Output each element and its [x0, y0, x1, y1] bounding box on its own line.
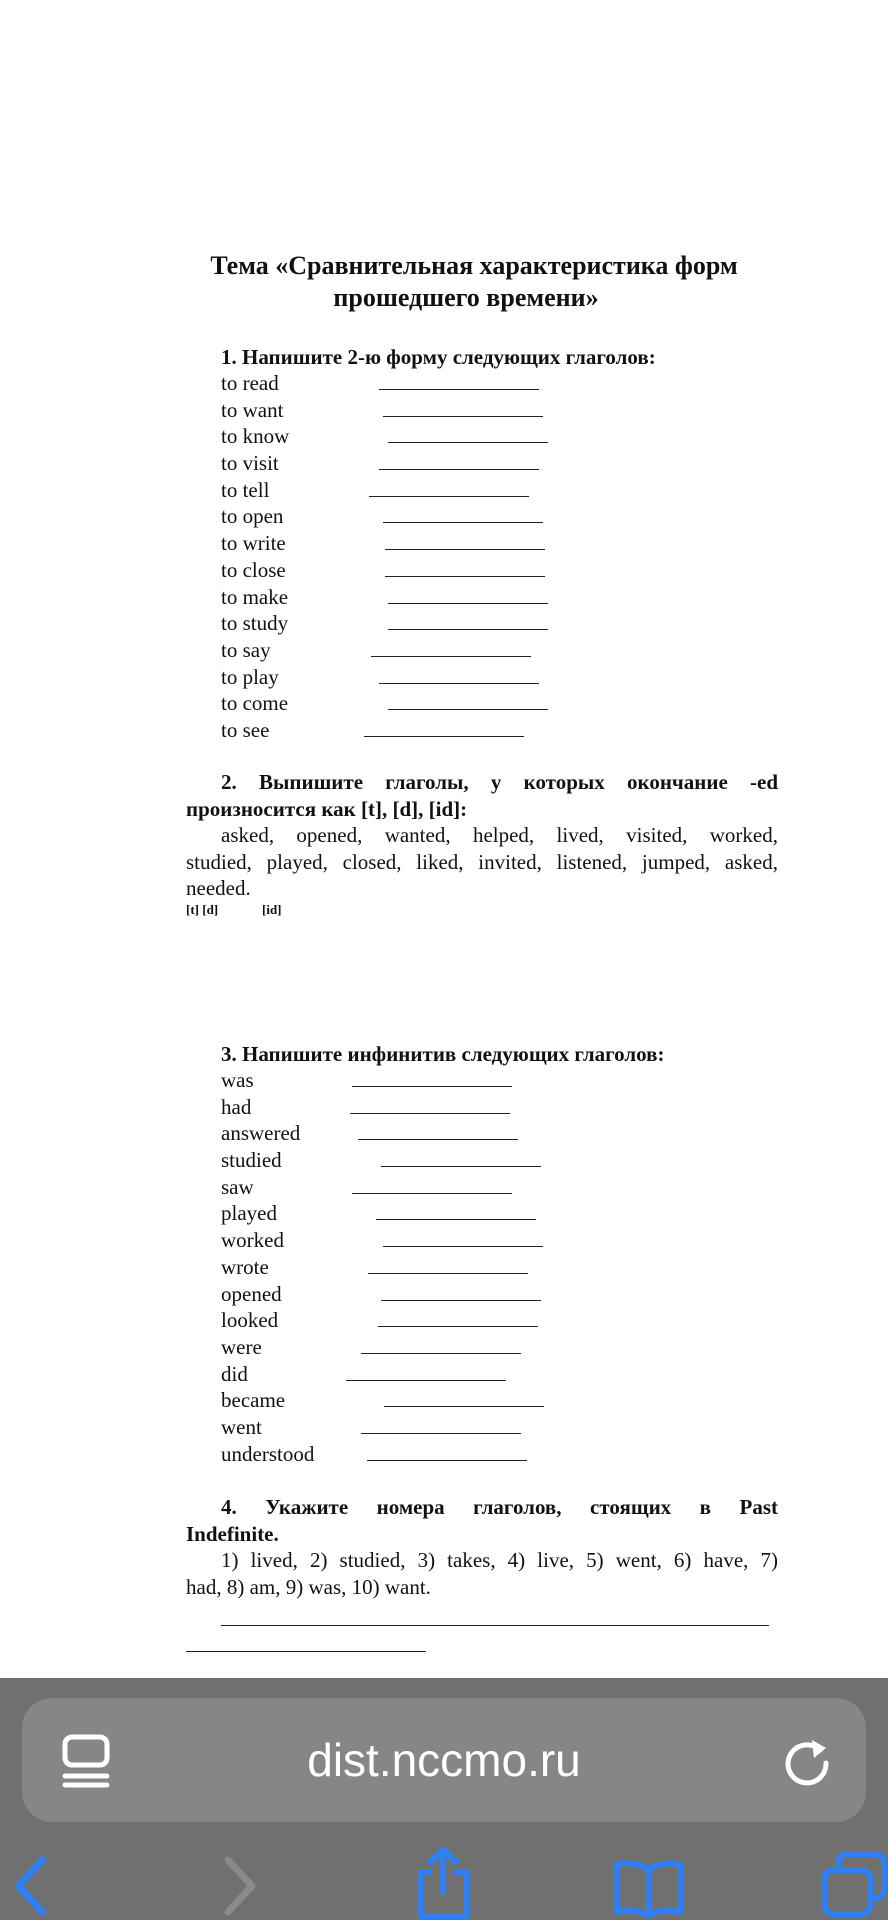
task3-answer-blank [346, 1380, 506, 1381]
task1-word-list [221, 370, 289, 744]
task3-row [221, 1067, 314, 1094]
task1-word: to say [221, 637, 271, 662]
back-icon[interactable] [10, 1854, 50, 1918]
task1-row [221, 503, 289, 530]
task1-row [221, 717, 289, 744]
task1-row [221, 664, 289, 691]
task1-word: to come [221, 691, 289, 716]
task3-answer-blank [383, 1246, 543, 1247]
task3-heading: 3. Напишите инфинитив следующих глаголов: [221, 1042, 665, 1066]
tabs-icon[interactable] [820, 1850, 888, 1918]
answer-line-1 [221, 1625, 769, 1626]
task3-answer-blank [367, 1460, 527, 1461]
task3-row [221, 1227, 314, 1254]
task1-word: to open [221, 504, 284, 529]
task2-heading-line-2: произносится как [t], [d], [id]: [186, 797, 468, 821]
task3-answer-blank [350, 1113, 510, 1114]
task1-answer-blank [388, 629, 548, 630]
task2-text-line-3: needed. [186, 876, 251, 900]
task3-word: wrote [221, 1254, 269, 1279]
task3-row [221, 1307, 314, 1334]
task4-text-line-2: had, 8) am, 9) was, 10) want. [186, 1574, 431, 1599]
task3-word: did [221, 1361, 248, 1386]
title-line-1: Тема «Сравнительная характеристика форм [210, 251, 738, 280]
document-title [0, 250, 888, 314]
task1-answer-blank [388, 442, 548, 443]
task1-row [221, 530, 289, 557]
address-bar[interactable] [22, 1698, 866, 1822]
task3-word: understood [221, 1441, 315, 1466]
task3-row [221, 1441, 314, 1468]
task1-word: to write [221, 531, 286, 556]
task1-answer-blank [388, 709, 548, 710]
task2-text-line-2: studied, played, closed, liked, invited, listened, jumped, asked, [186, 849, 778, 874]
reload-icon[interactable] [782, 1736, 832, 1786]
task3-answer-blank [378, 1326, 538, 1327]
task3-answer-blank [361, 1433, 521, 1434]
task4-text [186, 1547, 778, 1600]
task1-word: to tell [221, 477, 270, 502]
browser-toolbar [0, 1678, 888, 1920]
url-text[interactable]: dist.nccmo.ru [307, 1734, 581, 1786]
task3-answer-blank [384, 1406, 544, 1407]
task1-answer-blank [364, 736, 524, 737]
task3-word: were [221, 1334, 262, 1359]
task3-row [221, 1361, 314, 1388]
task2-heading-line-1: 2. Выпишите глаголы, у которых окончание -ed [221, 770, 778, 794]
task1-word: to study [221, 611, 289, 636]
task1-answer-blank [379, 469, 539, 470]
task1-row [221, 557, 289, 584]
task1-answer-blank [385, 549, 545, 550]
task3-word-list [221, 1067, 314, 1467]
task4-text-line-1: 1) lived, 2) studied, 3) takes, 4) live, 5) went, 6) have, 7) [221, 1548, 778, 1572]
task3-row [221, 1147, 314, 1174]
title-line-2: прошедшего времени» [333, 283, 599, 312]
task3-row [221, 1387, 314, 1414]
task1-word: to want [221, 397, 284, 422]
task1-word: to play [221, 664, 279, 689]
task1-word: to visit [221, 451, 279, 476]
task1-answer-blank [383, 416, 543, 417]
task3-word: saw [221, 1174, 254, 1199]
task3-answer-blank [381, 1300, 541, 1301]
task1-row [221, 450, 289, 477]
task2-text-line-1: asked, opened, wanted, helped, lived, visited, worked, [221, 823, 778, 847]
label-id: [id] [262, 902, 282, 917]
task3-row [221, 1254, 314, 1281]
answer-line-2 [186, 1651, 426, 1652]
task3-word: went [221, 1414, 262, 1439]
task3-word: looked [221, 1308, 279, 1333]
task1-answer-blank [385, 576, 545, 577]
task4-heading-line-1: 4. Укажите номера глаголов, стоящих в Past [221, 1495, 778, 1519]
task1-row [221, 370, 289, 397]
task1-row [221, 637, 289, 664]
task1-answer-blank [379, 683, 539, 684]
task3-row [221, 1414, 314, 1441]
task3-row [221, 1120, 314, 1147]
task1-row [221, 584, 289, 611]
task3-row [221, 1334, 314, 1361]
task3-row [221, 1094, 314, 1121]
task3-word: was [221, 1068, 254, 1092]
task3-word: became [221, 1388, 286, 1413]
task1-row [221, 423, 289, 450]
task2-text [186, 822, 778, 902]
task3-answer-blank [368, 1273, 528, 1274]
task1-answer-blank [369, 496, 529, 497]
task3-answer-blank [381, 1166, 541, 1167]
task4-heading-line-2: Indefinite. [186, 1522, 279, 1546]
task3-word: played [221, 1201, 277, 1226]
task3-answer-blank [352, 1193, 512, 1194]
task1-word: to make [221, 584, 289, 609]
task3-word: worked [221, 1228, 284, 1253]
task3-word: opened [221, 1281, 282, 1306]
task3-answer-blank [376, 1219, 536, 1220]
share-icon[interactable] [412, 1846, 474, 1920]
task1-heading: 1. Напишите 2-ю форму следующих глаголов: [221, 345, 656, 369]
label-t-d: [t] [d] [186, 902, 219, 917]
task3-word: studied [221, 1148, 282, 1173]
task1-word: to close [221, 557, 286, 582]
task1-word: to see [221, 717, 270, 742]
task3-answer-blank [352, 1086, 512, 1087]
task1-row [221, 477, 289, 504]
task1-answer-blank [371, 656, 531, 657]
task1-answer-blank [388, 603, 548, 604]
task3-word: answered [221, 1121, 301, 1146]
task3-answer-blank [358, 1139, 518, 1140]
task3-row [221, 1174, 314, 1201]
task1-word: to know [221, 424, 290, 449]
task1-row [221, 610, 289, 637]
bookmarks-icon[interactable] [612, 1858, 684, 1918]
task3-word: had [221, 1094, 252, 1119]
task1-answer-blank [383, 522, 543, 523]
task1-row [221, 690, 289, 717]
task3-row [221, 1200, 314, 1227]
task3-row [221, 1281, 314, 1308]
task1-row [221, 397, 289, 424]
task1-word: to read [221, 371, 279, 395]
task3-answer-blank [361, 1353, 521, 1354]
task1-answer-blank [379, 389, 539, 390]
forward-icon [220, 1854, 260, 1918]
